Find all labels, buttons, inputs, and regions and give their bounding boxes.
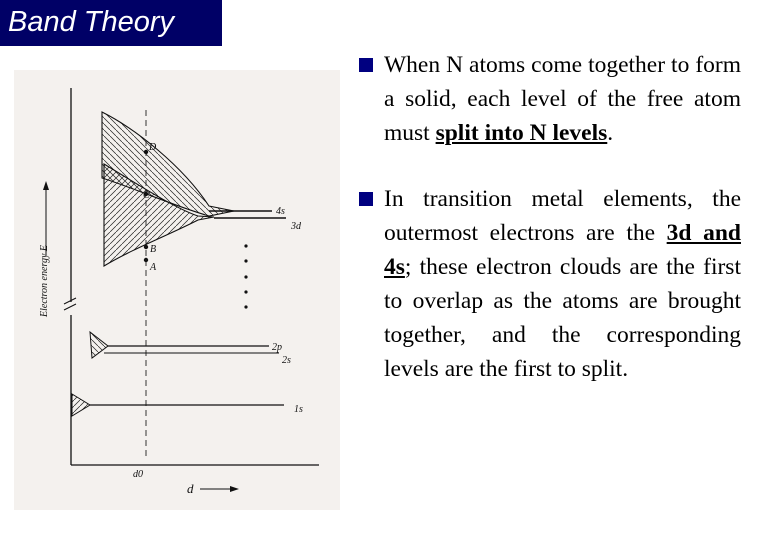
y-axis-label: Electron energy E xyxy=(39,244,50,317)
square-bullet-icon xyxy=(359,58,373,72)
level-label-2p: 2p xyxy=(272,342,282,353)
level-label-1s: 1s xyxy=(294,404,303,415)
point-d xyxy=(144,150,148,154)
level-label-2s: 2s xyxy=(282,355,291,366)
slide-title: Band Theory xyxy=(8,6,175,38)
band-diagram-figure xyxy=(14,70,340,510)
point-a xyxy=(144,258,148,262)
x-axis-label: d xyxy=(187,481,194,496)
point-label-d: D xyxy=(149,142,157,153)
point-b xyxy=(144,245,148,249)
title-bar xyxy=(0,0,222,46)
square-bullet-icon xyxy=(359,192,373,206)
bullet-text: When N atoms come together to form a solid, each level of the free atom must split into N levels. xyxy=(384,52,741,146)
level-label-3d: 3d xyxy=(291,221,301,232)
bullet-item xyxy=(356,48,741,150)
point-label-b: B xyxy=(150,244,157,255)
emphasis-text: split into N levels xyxy=(435,120,608,146)
figure-background xyxy=(14,70,340,510)
emphasis-text: 3d and 4s xyxy=(384,220,741,280)
point-label-c: C xyxy=(143,190,150,201)
bullet-text: In transition metal elements, the outermost electrons are the 3d and 4s; these electron clouds are the first to overlap as the atoms are brought together, and the corresponding levels are the first to split. xyxy=(384,186,741,382)
band-diagram xyxy=(14,70,340,510)
d0-label: d0 xyxy=(133,469,143,480)
point-label-a: A xyxy=(150,262,157,273)
bullet-list xyxy=(356,48,741,386)
level-label-4s: 4s xyxy=(276,206,285,217)
bullet-item xyxy=(356,182,741,386)
